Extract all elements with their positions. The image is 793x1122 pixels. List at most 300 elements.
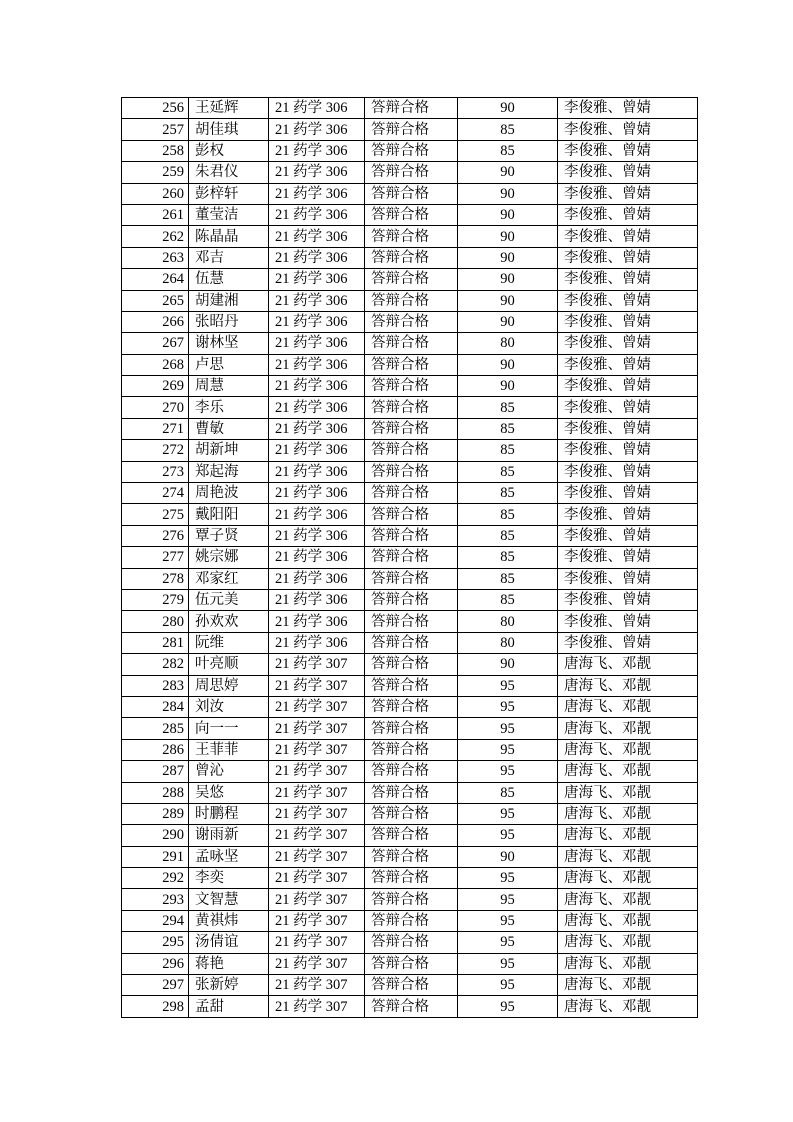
advisors-cell: 唐海飞、邓靓 [558,889,698,910]
row-number-cell: 279 [122,589,189,610]
advisors-cell: 李俊雅、曾婧 [558,483,698,504]
row-number-cell: 283 [122,675,189,696]
score-cell: 95 [458,910,558,931]
score-cell: 85 [458,483,558,504]
class-name-cell: 21 药学 307 [269,953,365,974]
advisors-cell: 李俊雅、曾婧 [558,247,698,268]
class-name-cell: 21 药学 306 [269,547,365,568]
advisors-cell: 唐海飞、邓靓 [558,782,698,803]
defense-result-cell: 答辩合格 [365,440,458,461]
defense-result-cell: 答辩合格 [365,782,458,803]
score-cell: 90 [458,846,558,867]
advisors-cell: 唐海飞、邓靓 [558,761,698,782]
row-number-cell: 294 [122,910,189,931]
student-name-cell: 汤倩谊 [189,932,269,953]
row-number-cell: 261 [122,204,189,225]
table-row [122,525,698,546]
class-name-cell: 21 药学 306 [269,226,365,247]
defense-result-cell: 答辩合格 [365,910,458,931]
advisors-cell: 李俊雅、曾婧 [558,333,698,354]
score-cell: 85 [458,418,558,439]
student-name-cell: 李奕 [189,868,269,889]
defense-result-cell: 答辩合格 [365,140,458,161]
score-cell: 95 [458,996,558,1017]
score-cell: 90 [458,183,558,204]
advisors-cell: 唐海飞、邓靓 [558,803,698,824]
class-name-cell: 21 药学 307 [269,675,365,696]
table-row [122,718,698,739]
score-cell: 80 [458,611,558,632]
advisors-cell: 李俊雅、曾婧 [558,183,698,204]
advisors-cell: 唐海飞、邓靓 [558,739,698,760]
table-row [122,846,698,867]
table-row [122,696,698,717]
class-name-cell: 21 药学 307 [269,761,365,782]
class-name-cell: 21 药学 307 [269,825,365,846]
row-number-cell: 278 [122,568,189,589]
defense-result-cell: 答辩合格 [365,226,458,247]
row-number-cell: 285 [122,718,189,739]
score-cell: 90 [458,204,558,225]
score-cell: 85 [458,504,558,525]
score-cell: 95 [458,739,558,760]
table-row [122,311,698,332]
table-row [122,996,698,1017]
class-name-cell: 21 药学 306 [269,397,365,418]
table-row [122,782,698,803]
score-cell: 85 [458,568,558,589]
student-name-cell: 伍慧 [189,269,269,290]
defense-results-table [121,97,698,1018]
defense-result-cell: 答辩合格 [365,98,458,119]
class-name-cell: 21 药学 307 [269,782,365,803]
table-row [122,440,698,461]
score-cell: 95 [458,889,558,910]
row-number-cell: 277 [122,547,189,568]
table-body [122,98,698,1018]
defense-result-cell: 答辩合格 [365,975,458,996]
advisors-cell: 唐海飞、邓靓 [558,953,698,974]
table-row [122,483,698,504]
advisors-cell: 李俊雅、曾婧 [558,162,698,183]
class-name-cell: 21 药学 307 [269,803,365,824]
table-row [122,162,698,183]
table-row [122,889,698,910]
table-row [122,247,698,268]
student-name-cell: 阮维 [189,632,269,653]
advisors-cell: 李俊雅、曾婧 [558,140,698,161]
defense-result-cell: 答辩合格 [365,611,458,632]
defense-result-cell: 答辩合格 [365,354,458,375]
table-row [122,975,698,996]
student-name-cell: 谢林坚 [189,333,269,354]
advisors-cell: 唐海飞、邓靓 [558,910,698,931]
defense-result-cell: 答辩合格 [365,889,458,910]
row-number-cell: 293 [122,889,189,910]
student-name-cell: 曹敏 [189,418,269,439]
defense-result-cell: 答辩合格 [365,162,458,183]
score-cell: 80 [458,632,558,653]
row-number-cell: 291 [122,846,189,867]
student-name-cell: 陈晶晶 [189,226,269,247]
row-number-cell: 269 [122,376,189,397]
table-row [122,226,698,247]
class-name-cell: 21 药学 307 [269,718,365,739]
student-name-cell: 邓家红 [189,568,269,589]
row-number-cell: 267 [122,333,189,354]
score-cell: 90 [458,376,558,397]
advisors-cell: 唐海飞、邓靓 [558,932,698,953]
row-number-cell: 262 [122,226,189,247]
table-row [122,98,698,119]
row-number-cell: 288 [122,782,189,803]
defense-result-cell: 答辩合格 [365,311,458,332]
row-number-cell: 281 [122,632,189,653]
score-cell: 85 [458,461,558,482]
score-cell: 95 [458,975,558,996]
score-cell: 80 [458,333,558,354]
student-name-cell: 文智慧 [189,889,269,910]
defense-result-cell: 答辩合格 [365,269,458,290]
advisors-cell: 李俊雅、曾婧 [558,311,698,332]
class-name-cell: 21 药学 306 [269,119,365,140]
defense-result-cell: 答辩合格 [365,932,458,953]
table-row [122,504,698,525]
table-row [122,333,698,354]
score-cell: 95 [458,825,558,846]
score-cell: 95 [458,953,558,974]
student-name-cell: 孟咏坚 [189,846,269,867]
student-name-cell: 黄祺炜 [189,910,269,931]
class-name-cell: 21 药学 306 [269,183,365,204]
score-cell: 95 [458,696,558,717]
defense-result-cell: 答辩合格 [365,761,458,782]
table-row [122,290,698,311]
student-name-cell: 董莹洁 [189,204,269,225]
advisors-cell: 唐海飞、邓靓 [558,846,698,867]
defense-result-cell: 答辩合格 [365,525,458,546]
advisors-cell: 李俊雅、曾婧 [558,376,698,397]
table-row [122,932,698,953]
advisors-cell: 李俊雅、曾婧 [558,269,698,290]
student-name-cell: 王延辉 [189,98,269,119]
table-row [122,611,698,632]
student-name-cell: 周思婷 [189,675,269,696]
defense-result-cell: 答辩合格 [365,589,458,610]
defense-result-cell: 答辩合格 [365,632,458,653]
student-name-cell: 刘汝 [189,696,269,717]
score-cell: 85 [458,525,558,546]
class-name-cell: 21 药学 306 [269,525,365,546]
class-name-cell: 21 药学 306 [269,461,365,482]
student-name-cell: 周慧 [189,376,269,397]
class-name-cell: 21 药学 306 [269,204,365,225]
student-name-cell: 彭梓轩 [189,183,269,204]
defense-result-cell: 答辩合格 [365,290,458,311]
advisors-cell: 李俊雅、曾婧 [558,589,698,610]
student-name-cell: 胡建湘 [189,290,269,311]
row-number-cell: 260 [122,183,189,204]
class-name-cell: 21 药学 306 [269,376,365,397]
defense-result-cell: 答辩合格 [365,953,458,974]
class-name-cell: 21 药学 306 [269,611,365,632]
score-cell: 95 [458,718,558,739]
student-name-cell: 谢雨新 [189,825,269,846]
advisors-cell: 李俊雅、曾婧 [558,226,698,247]
student-name-cell: 彭权 [189,140,269,161]
score-cell: 95 [458,932,558,953]
advisors-cell: 唐海飞、邓靓 [558,975,698,996]
row-number-cell: 298 [122,996,189,1017]
class-name-cell: 21 药学 306 [269,632,365,653]
row-number-cell: 273 [122,461,189,482]
class-name-cell: 21 药学 306 [269,140,365,161]
score-cell: 90 [458,247,558,268]
score-cell: 90 [458,226,558,247]
table-row [122,354,698,375]
row-number-cell: 284 [122,696,189,717]
row-number-cell: 275 [122,504,189,525]
table-row [122,739,698,760]
defense-result-cell: 答辩合格 [365,718,458,739]
table-row [122,461,698,482]
table-row [122,547,698,568]
row-number-cell: 259 [122,162,189,183]
score-cell: 85 [458,440,558,461]
student-name-cell: 周艳波 [189,483,269,504]
table-row [122,568,698,589]
class-name-cell: 21 药学 306 [269,247,365,268]
class-name-cell: 21 药学 307 [269,846,365,867]
defense-result-cell: 答辩合格 [365,568,458,589]
student-name-cell: 伍元美 [189,589,269,610]
table-row [122,204,698,225]
class-name-cell: 21 药学 307 [269,739,365,760]
student-name-cell: 蒋艳 [189,953,269,974]
defense-result-cell: 答辩合格 [365,696,458,717]
row-number-cell: 280 [122,611,189,632]
advisors-cell: 李俊雅、曾婧 [558,525,698,546]
advisors-cell: 李俊雅、曾婧 [558,504,698,525]
advisors-cell: 李俊雅、曾婧 [558,547,698,568]
advisors-cell: 唐海飞、邓靓 [558,654,698,675]
advisors-cell: 唐海飞、邓靓 [558,718,698,739]
defense-result-cell: 答辩合格 [365,461,458,482]
class-name-cell: 21 药学 306 [269,98,365,119]
defense-result-cell: 答辩合格 [365,675,458,696]
row-number-cell: 268 [122,354,189,375]
row-number-cell: 271 [122,418,189,439]
defense-result-cell: 答辩合格 [365,333,458,354]
class-name-cell: 21 药学 306 [269,269,365,290]
student-name-cell: 朱君仪 [189,162,269,183]
row-number-cell: 272 [122,440,189,461]
score-cell: 85 [458,589,558,610]
student-name-cell: 张新婷 [189,975,269,996]
class-name-cell: 21 药学 306 [269,504,365,525]
advisors-cell: 李俊雅、曾婧 [558,632,698,653]
student-name-cell: 邓吉 [189,247,269,268]
table-row [122,376,698,397]
student-name-cell: 向一一 [189,718,269,739]
advisors-cell: 唐海飞、邓靓 [558,868,698,889]
table-row [122,632,698,653]
defense-result-cell: 答辩合格 [365,247,458,268]
defense-result-cell: 答辩合格 [365,654,458,675]
advisors-cell: 李俊雅、曾婧 [558,418,698,439]
table-row [122,119,698,140]
class-name-cell: 21 药学 306 [269,162,365,183]
table-row [122,910,698,931]
student-name-cell: 孟甜 [189,996,269,1017]
advisors-cell: 李俊雅、曾婧 [558,354,698,375]
advisors-cell: 李俊雅、曾婧 [558,119,698,140]
defense-result-cell: 答辩合格 [365,996,458,1017]
table-row [122,803,698,824]
advisors-cell: 李俊雅、曾婧 [558,611,698,632]
class-name-cell: 21 药学 307 [269,996,365,1017]
defense-result-cell: 答辩合格 [365,183,458,204]
row-number-cell: 286 [122,739,189,760]
table-row [122,825,698,846]
row-number-cell: 266 [122,311,189,332]
class-name-cell: 21 药学 306 [269,354,365,375]
defense-result-cell: 答辩合格 [365,397,458,418]
class-name-cell: 21 药学 306 [269,311,365,332]
defense-result-cell: 答辩合格 [365,483,458,504]
class-name-cell: 21 药学 306 [269,589,365,610]
row-number-cell: 265 [122,290,189,311]
advisors-cell: 李俊雅、曾婧 [558,397,698,418]
student-name-cell: 覃子贤 [189,525,269,546]
row-number-cell: 256 [122,98,189,119]
class-name-cell: 21 药学 307 [269,975,365,996]
class-name-cell: 21 药学 306 [269,440,365,461]
table-row [122,397,698,418]
advisors-cell: 李俊雅、曾婧 [558,568,698,589]
student-name-cell: 叶亮顺 [189,654,269,675]
score-cell: 90 [458,162,558,183]
advisors-cell: 李俊雅、曾婧 [558,98,698,119]
advisors-cell: 李俊雅、曾婧 [558,440,698,461]
defense-result-cell: 答辩合格 [365,547,458,568]
student-name-cell: 吴悠 [189,782,269,803]
class-name-cell: 21 药学 306 [269,568,365,589]
student-name-cell: 姚宗娜 [189,547,269,568]
table-row [122,418,698,439]
class-name-cell: 21 药学 306 [269,333,365,354]
advisors-cell: 唐海飞、邓靓 [558,696,698,717]
defense-result-cell: 答辩合格 [365,376,458,397]
score-cell: 90 [458,654,558,675]
class-name-cell: 21 药学 307 [269,696,365,717]
class-name-cell: 21 药学 307 [269,910,365,931]
table-row [122,589,698,610]
table-row [122,868,698,889]
advisors-cell: 李俊雅、曾婧 [558,204,698,225]
table-row [122,953,698,974]
score-cell: 90 [458,269,558,290]
defense-result-cell: 答辩合格 [365,119,458,140]
score-cell: 90 [458,290,558,311]
advisors-cell: 唐海飞、邓靓 [558,996,698,1017]
advisors-cell: 李俊雅、曾婧 [558,290,698,311]
class-name-cell: 21 药学 307 [269,889,365,910]
student-name-cell: 胡佳琪 [189,119,269,140]
table-row [122,761,698,782]
advisors-cell: 唐海飞、邓靓 [558,675,698,696]
score-cell: 90 [458,311,558,332]
defense-result-cell: 答辩合格 [365,846,458,867]
row-number-cell: 263 [122,247,189,268]
student-name-cell: 李乐 [189,397,269,418]
defense-result-cell: 答辩合格 [365,825,458,846]
table-row [122,675,698,696]
row-number-cell: 282 [122,654,189,675]
row-number-cell: 289 [122,803,189,824]
score-cell: 95 [458,675,558,696]
defense-result-cell: 答辩合格 [365,739,458,760]
student-name-cell: 张昭丹 [189,311,269,332]
table-row [122,654,698,675]
row-number-cell: 287 [122,761,189,782]
table-row [122,140,698,161]
score-cell: 95 [458,803,558,824]
row-number-cell: 296 [122,953,189,974]
student-name-cell: 胡新坤 [189,440,269,461]
table-row [122,269,698,290]
advisors-cell: 李俊雅、曾婧 [558,461,698,482]
defense-result-cell: 答辩合格 [365,868,458,889]
row-number-cell: 258 [122,140,189,161]
defense-result-cell: 答辩合格 [365,204,458,225]
student-name-cell: 曾沁 [189,761,269,782]
score-cell: 85 [458,782,558,803]
student-name-cell: 时鹏程 [189,803,269,824]
row-number-cell: 264 [122,269,189,290]
class-name-cell: 21 药学 307 [269,932,365,953]
row-number-cell: 295 [122,932,189,953]
class-name-cell: 21 药学 306 [269,483,365,504]
student-name-cell: 王菲菲 [189,739,269,760]
row-number-cell: 292 [122,868,189,889]
score-cell: 85 [458,140,558,161]
score-cell: 90 [458,354,558,375]
student-name-cell: 戴阳阳 [189,504,269,525]
row-number-cell: 297 [122,975,189,996]
score-cell: 95 [458,868,558,889]
score-cell: 90 [458,98,558,119]
student-name-cell: 卢思 [189,354,269,375]
defense-result-cell: 答辩合格 [365,803,458,824]
score-cell: 85 [458,547,558,568]
score-cell: 95 [458,761,558,782]
row-number-cell: 274 [122,483,189,504]
class-name-cell: 21 药学 306 [269,418,365,439]
class-name-cell: 21 药学 306 [269,290,365,311]
score-cell: 85 [458,397,558,418]
score-cell: 85 [458,119,558,140]
advisors-cell: 唐海飞、邓靓 [558,825,698,846]
class-name-cell: 21 药学 307 [269,654,365,675]
student-name-cell: 孙欢欢 [189,611,269,632]
row-number-cell: 257 [122,119,189,140]
table-row [122,183,698,204]
defense-result-cell: 答辩合格 [365,504,458,525]
student-name-cell: 郑起海 [189,461,269,482]
row-number-cell: 276 [122,525,189,546]
class-name-cell: 21 药学 307 [269,868,365,889]
